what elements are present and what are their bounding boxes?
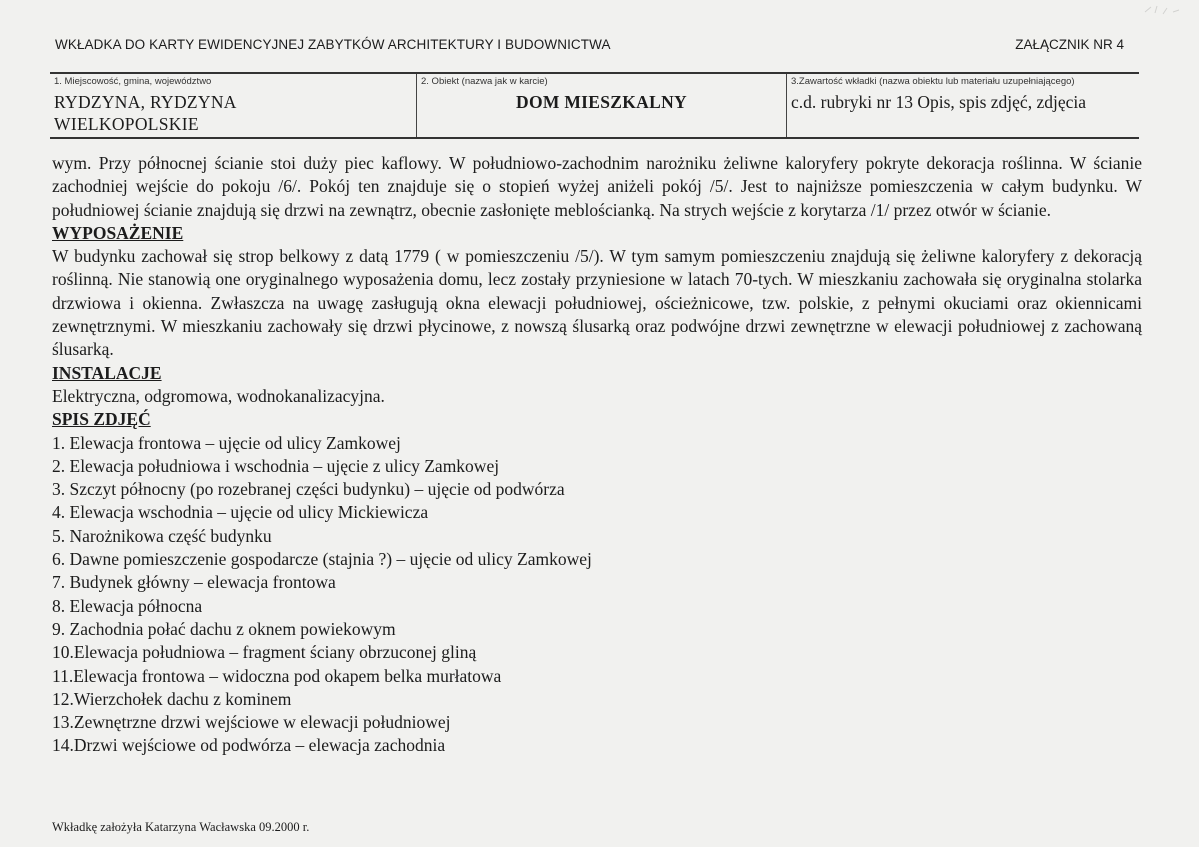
- photo-list-item: 9. Zachodnia połać dachu z oknem powiekowym: [52, 618, 396, 639]
- scan-edge-mark: [1143, 4, 1181, 16]
- installations-paragraph: Elektryczna, odgromowa, wodnokanalizacyjna.: [52, 385, 385, 406]
- photo-list-item: 8. Elewacja północna: [52, 595, 203, 616]
- location-label: 1. Miejscowość, gmina, województwo: [54, 76, 212, 87]
- photo-list-item: 3. Szczyt północny (po rozebranej części budynku) – ujęcie od podwórza: [52, 479, 565, 500]
- intro-paragraph: wym. Przy północnej ścianie stoi duży piec kaflowy. W południowo-zachodnim narożniku żeliwne kaloryfery pokryte dekoracja roślinna. W ścianie zachodniej wejście do pokoju /6/. Pokój ten znajduje się o stopień wyżej aniżeli pokój /5/. Jest to najniższe pomieszczenia w całym budynku. W południowej ścianie znajdują się drzwi na zewnątrz, obecnie zasłonięte meblościanką. Na strych wejście z korytarza /1/ przez otwór w ścianie.: [52, 153, 1142, 220]
- photo-list-item: 12.Wierzchołek dachu z kominem: [52, 688, 292, 709]
- object-cell: [416, 74, 786, 137]
- photo-list-item: 1. Elewacja frontowa – ujęcie od ulicy Zamkowej: [52, 432, 401, 453]
- header-form-table: [50, 72, 1139, 139]
- author-footer: Wkładkę założyła Katarzyna Wacławska 09.2000 r.: [52, 820, 310, 834]
- location-line-1: RYDZYNA, RYDZYNA: [54, 92, 237, 112]
- installations-heading: INSTALACJE: [52, 362, 162, 383]
- photo-list-item: 10.Elewacja południowa – fragment ściany obrzuconej gliną: [52, 642, 477, 663]
- photo-list-item: 13.Zewnętrzne drzwi wejściowe w elewacji południowej: [52, 712, 451, 733]
- photo-list-item: 2. Elewacja południowa i wschodnia – ujęcie z ulicy Zamkowej: [52, 455, 500, 476]
- equipment-paragraph: W budynku zachował się strop belkowy z datą 1779 ( w pomieszczeniu /5/). W tym samym pomieszczeniu znajdują się żeliwne kaloryfery z dekoracją roślinną. Nie stanowią one oryginalnego wyposażenia domu, lecz zostały przyniesione w latach 70-tych. W mieszkaniu zachowała się oryginalna stolarka drzwiowa i okienna. Zwłaszcza na uwagę zasługują okna elewacji południowej, ościeżnicowe, tzw. polskie, z pełnymi okuciami oraz okiennicami zewnętrznymi. W mieszkaniu zachowały się drzwi płycinowe, z nowszą ślusarką oraz podwójne drzwi zewnętrzne w elewacji południowej z zachowaną ślusarką.: [52, 246, 1142, 360]
- photo-list-item: 4. Elewacja wschodnia – ujęcie od ulicy Mickiewicza: [52, 502, 429, 523]
- location-cell: [50, 74, 416, 137]
- photo-list-item: 6. Dawne pomieszczenie gospodarcze (stajnia ?) – ujęcie od ulicy Zamkowej: [52, 549, 592, 570]
- photo-list-item: 5. Narożnikowa część budynku: [52, 525, 272, 546]
- photo-list-item: 11.Elewacja frontowa – widoczna pod okapem belka murłatowa: [52, 665, 502, 686]
- equipment-heading: WYPOSAŻENIE: [52, 222, 184, 243]
- annex-number: ZAŁĄCZNIK NR 4: [1015, 37, 1124, 52]
- object-value: DOM MIESZKALNY: [516, 92, 687, 112]
- contents-label: 3.Zawartość wkładki (nazwa obiektu lub materiału uzupełniającego): [791, 76, 1075, 87]
- contents-value: c.d. rubryki nr 13 Opis, spis zdjęć, zdjęcia: [791, 92, 1086, 112]
- location-value: [54, 91, 412, 135]
- object-label: 2. Obiekt (nazwa jak w karcie): [421, 76, 548, 87]
- location-line-2: WIELKOPOLSKIE: [54, 114, 199, 134]
- document-title: WKŁADKA DO KARTY EWIDENCYJNEJ ZABYTKÓW ARCHITEKTURY I BUDOWNICTWA: [55, 37, 611, 52]
- document-body: [52, 152, 1142, 758]
- contents-cell: [786, 74, 1139, 137]
- photo-list: [52, 432, 1142, 758]
- photo-list-item: 14.Drzwi wejściowe od podwórza – elewacja zachodnia: [52, 735, 446, 756]
- photos-heading: SPIS ZDJĘĆ: [52, 409, 151, 430]
- photo-list-item: 7. Budynek główny – elewacja frontowa: [52, 572, 336, 593]
